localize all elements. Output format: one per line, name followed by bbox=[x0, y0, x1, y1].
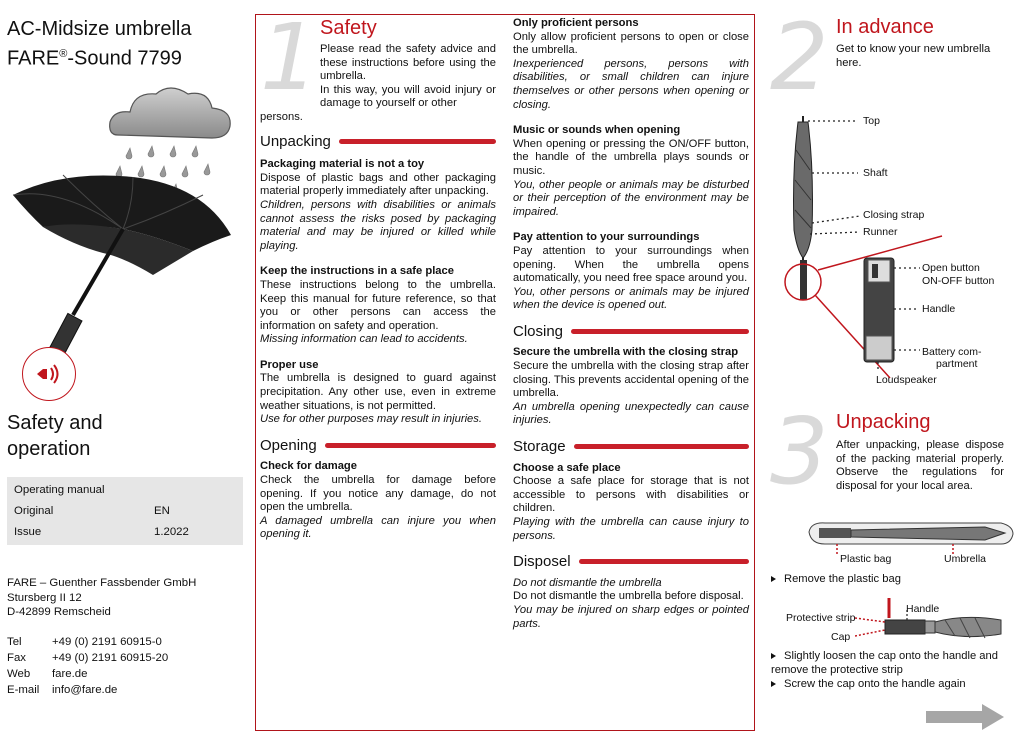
brand-name: FARE bbox=[7, 47, 60, 70]
bullet-arrow-icon bbox=[771, 576, 776, 582]
surroundings-text: Pay attention to your surroundings when opening. When the umbrella opens automatically, you need free space around you. bbox=[513, 244, 749, 285]
step-screw-cap-text: Screw the cap onto the handle again bbox=[784, 678, 966, 690]
label-battery-2: partment bbox=[936, 358, 978, 370]
storage-heading bbox=[513, 440, 749, 454]
info-label: Original bbox=[14, 504, 54, 517]
section-number-2: 2 bbox=[770, 4, 829, 111]
disposal-text: Do not dismantle the umbrella before disposal. bbox=[513, 590, 744, 603]
safety-operation-title-line2: operation bbox=[7, 438, 91, 460]
step-loosen-cap-text: Slightly loosen the cap onto the handle and remove the protective strip bbox=[771, 650, 998, 676]
bullet-arrow-icon bbox=[771, 681, 776, 687]
unpacking-heading bbox=[260, 132, 496, 150]
contact-row bbox=[7, 666, 168, 682]
secure-text: Secure the umbrella with the closing strap after closing. This prevents accidental opening of the umbrella. bbox=[513, 360, 749, 400]
contact-value: +49 (0) 2191 60915-0 bbox=[52, 636, 162, 648]
label-battery-1: Battery com- bbox=[922, 346, 982, 358]
safety-operation-title bbox=[7, 410, 103, 462]
choose-warning: Playing with the umbrella can cause injury to persons. bbox=[513, 516, 749, 542]
disposal-heading-text: Disposel bbox=[513, 553, 571, 571]
registered-mark: ® bbox=[59, 48, 68, 60]
info-header-text: Operating manual bbox=[14, 483, 105, 496]
disposal-note: Do not dismantle the umbrella bbox=[513, 576, 662, 589]
model-name: -Sound 7799 bbox=[67, 47, 182, 70]
music-heading: Music or sounds when opening bbox=[513, 124, 681, 137]
product-title bbox=[7, 17, 192, 72]
safety-intro-2: In this way, you will avoid injury or damage to yourself or other bbox=[320, 83, 496, 110]
info-panel bbox=[7, 477, 243, 545]
heading-bar bbox=[339, 139, 496, 144]
secure-warning: An umbrella opening unexpectedly can cause injuries. bbox=[513, 400, 749, 427]
proper-use-text: The umbrella is designed to guard against precipitation. Any other use, even in extreme weather situations, is not permitted. bbox=[260, 372, 496, 412]
contact-value: +49 (0) 2191 60915-20 bbox=[52, 652, 169, 664]
packaging-warning: Children, persons with disabilities or animals cannot assess the risks posed by packaging material and may be injured or killed while playing. bbox=[260, 198, 496, 252]
closing-heading bbox=[513, 322, 749, 340]
bullet-arrow-icon bbox=[771, 653, 776, 659]
surroundings-warning: You, other persons or animals may be injured when the device is opened out. bbox=[513, 285, 749, 312]
heading-bar bbox=[579, 559, 749, 564]
in-advance-title: In advance bbox=[836, 16, 934, 38]
label-protective-strip: Protective strip bbox=[786, 612, 856, 624]
contact-block bbox=[7, 634, 168, 698]
bagged-umbrella-illustration bbox=[805, 514, 1020, 554]
section-number-1: 1 bbox=[260, 4, 319, 111]
keep-text: These instructions belong to the umbrella. Keep this manual for future reference, so that you or other persons can access the information on safety and operation. bbox=[260, 278, 496, 332]
damage-text: Check the umbrella for damage before opening. If you notice any damage, do not open the umbrella. bbox=[260, 474, 496, 514]
arrow-right-icon[interactable] bbox=[926, 704, 1006, 730]
contact-row bbox=[7, 634, 168, 650]
heading-bar bbox=[571, 329, 749, 334]
secure-heading: Secure the umbrella with the closing strap bbox=[513, 346, 739, 359]
proficient-warning: Inexperienced persons, persons with disabilities, or small children can injure themselves or other persons when opening or closing. bbox=[513, 57, 749, 111]
contact-row bbox=[7, 650, 168, 666]
label-handle-2: Handle bbox=[906, 603, 940, 615]
contact-value[interactable]: info@fare.de bbox=[52, 684, 118, 696]
safety-intro-1: Please read the safety advice and these instructions before using the umbrella. bbox=[320, 43, 496, 83]
address-block bbox=[7, 576, 196, 620]
info-value: 1.2022 bbox=[154, 525, 189, 538]
label-umbrella: Umbrella bbox=[944, 553, 987, 565]
product-title-line1: AC-Midsize umbrella bbox=[7, 18, 192, 40]
storage-heading-text: Storage bbox=[513, 438, 566, 456]
safety-intro-2-end: persons. bbox=[260, 110, 303, 123]
safety-col-right bbox=[513, 17, 749, 631]
contact-label: Fax bbox=[7, 652, 26, 664]
closing-heading-text: Closing bbox=[513, 322, 564, 340]
label-shaft: Shaft bbox=[863, 167, 888, 179]
contact-label: Web bbox=[7, 668, 31, 680]
music-text: When opening or pressing the ON/OFF button, the handle of the umbrella plays sounds or music. bbox=[513, 137, 749, 177]
info-value: EN bbox=[154, 504, 170, 517]
keep-warning: Missing information can lead to accidents. bbox=[260, 333, 468, 346]
proficient-text: Only allow proficient persons to open or close the umbrella. bbox=[513, 30, 749, 57]
speaker-badge bbox=[22, 347, 76, 401]
info-header bbox=[7, 479, 243, 500]
label-open-button: Open button bbox=[922, 262, 980, 274]
city: D-42899 Remscheid bbox=[7, 606, 111, 618]
damage-warning: A damaged umbrella can injure you when opening it. bbox=[260, 514, 496, 541]
label-handle: Handle bbox=[922, 303, 956, 315]
label-cap: Cap bbox=[831, 631, 851, 643]
heading-bar bbox=[325, 443, 496, 448]
proper-use-heading: Proper use bbox=[260, 358, 319, 371]
label-top: Top bbox=[863, 115, 880, 127]
safety-operation-title-line1: Safety and bbox=[7, 412, 103, 434]
unpacking-heading-text: Unpacking bbox=[260, 132, 331, 150]
opening-heading bbox=[260, 436, 496, 454]
umbrella-icon bbox=[3, 165, 238, 365]
speaker-icon bbox=[23, 348, 75, 400]
contact-row bbox=[7, 682, 168, 698]
step-screw-cap bbox=[771, 678, 966, 692]
damage-heading: Check for damage bbox=[260, 460, 357, 473]
info-rows bbox=[7, 500, 243, 542]
surroundings-heading: Pay attention to your surroundings bbox=[513, 231, 700, 244]
label-loudspeaker: Loudspeaker bbox=[876, 374, 937, 386]
step-remove-bag bbox=[771, 573, 901, 587]
keep-heading: Keep the instructions in a safe place bbox=[260, 265, 454, 278]
section-number-3: 3 bbox=[770, 398, 829, 505]
unpacking-title: Unpacking bbox=[836, 411, 931, 433]
step-remove-bag-text: Remove the plastic bag bbox=[784, 573, 901, 585]
label-on-off: ON-OFF button bbox=[922, 275, 995, 287]
music-warning: You, other people or animals may be disturbed or their perception of the environment may be impaired. bbox=[513, 178, 749, 218]
packaging-text: Dispose of plastic bags and other packaging material properly immediately after unpacking. bbox=[260, 171, 496, 198]
label-closing-strap: Closing strap bbox=[863, 209, 925, 221]
choose-heading: Choose a safe place bbox=[513, 461, 621, 474]
disposal-warning: You may be injured on sharp edges or pointed parts. bbox=[513, 603, 749, 630]
info-label: Issue bbox=[14, 525, 42, 538]
safety-col-left bbox=[260, 17, 496, 542]
step-loosen-cap bbox=[771, 650, 1011, 677]
company-name: FARE – Guenther Fassbender GmbH bbox=[7, 577, 197, 589]
proper-use-warning: Use for other purposes may result in injuries. bbox=[260, 413, 482, 426]
proficient-heading: Only proficient persons bbox=[513, 17, 639, 29]
unpacking-text: After unpacking, please dispose of the packing material properly. Observe the regulations for disposal for your local area. bbox=[836, 439, 1004, 492]
label-runner: Runner bbox=[863, 226, 898, 238]
disposal-heading bbox=[513, 555, 749, 569]
info-row bbox=[7, 500, 243, 521]
street: Stursberg II 12 bbox=[7, 591, 82, 604]
packaging-heading: Packaging material is not a toy bbox=[260, 158, 425, 171]
heading-bar bbox=[574, 444, 749, 449]
product-title-line2 bbox=[7, 42, 192, 72]
contact-value[interactable]: fare.de bbox=[52, 668, 88, 680]
contact-label: Tel bbox=[7, 636, 22, 648]
info-row bbox=[7, 521, 243, 542]
in-advance-text: Get to know your new umbrella here. bbox=[836, 43, 991, 69]
opening-heading-text: Opening bbox=[260, 436, 317, 454]
choose-text: Choose a safe place for storage that is not accessible to persons with disabilities or children. bbox=[513, 475, 749, 515]
contact-label: E-mail bbox=[7, 684, 40, 696]
label-plastic-bag: Plastic bag bbox=[840, 553, 892, 565]
safety-title: Safety bbox=[320, 17, 377, 39]
